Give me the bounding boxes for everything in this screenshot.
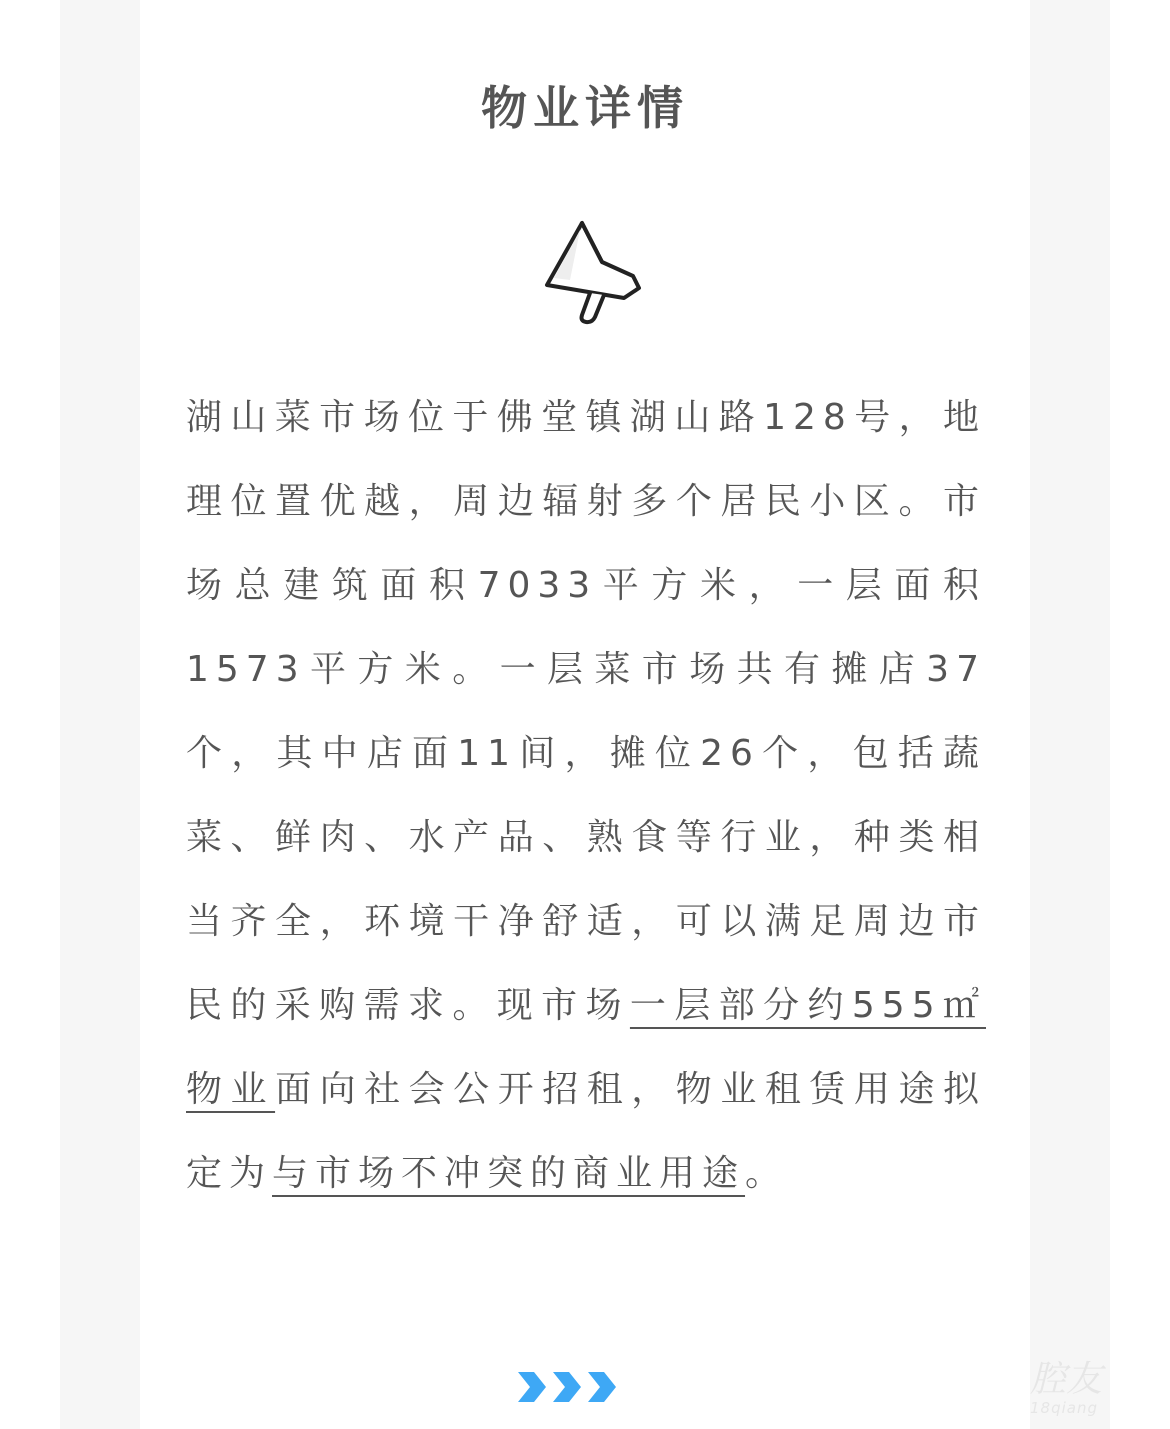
body-segment: 面向社会公开招租，物业租赁用途拟定为	[186, 1069, 986, 1194]
right-margin-band	[1030, 0, 1110, 1429]
watermark-sub: 18qiang	[1030, 1399, 1098, 1417]
chevron-right-icon	[516, 1370, 620, 1404]
article-card	[140, 0, 1030, 1429]
page-title: 物业详情	[481, 81, 689, 135]
watermark	[1030, 1360, 1130, 1416]
megaphone-icon	[540, 218, 644, 326]
article-body	[186, 376, 986, 1216]
watermark-main: 腔友	[1030, 1359, 1103, 1400]
body-segment: 湖山菜市场位于佛堂镇湖山路128号，地理位置优越，周边辐射多个居民小区。市场总建筑面积7033平方米，一层面积1573平方米。一层菜市场共有摊店37个，其中店面11间，摊位26个，包括蔬菜、鲜肉、水产品、熟食等行业，种类相当齐全，环境干净舒适，可以满足周边市民的采购需求。现市场	[186, 397, 986, 1026]
left-margin-band	[60, 0, 140, 1429]
body-segment: 。	[745, 1153, 789, 1194]
underlined-usage-phrase: 与市场不冲突的商业用途	[272, 1153, 746, 1194]
underlined-area-phrase: 一层部分约555㎡物业	[186, 985, 986, 1110]
